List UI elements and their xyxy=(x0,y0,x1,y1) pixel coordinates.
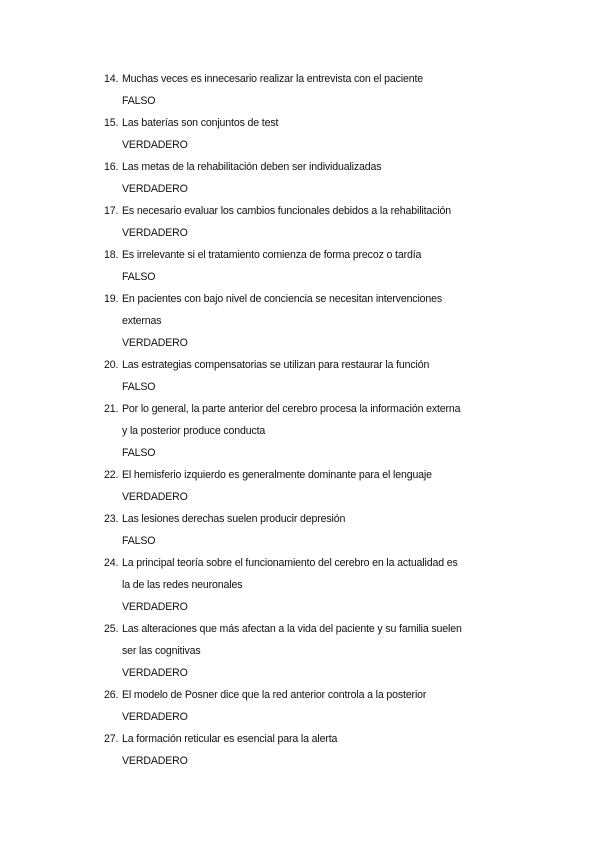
question-text: Las estrategias compensatorias se utilizan para restaurar la función xyxy=(122,359,430,371)
answer-text: VERDADERO xyxy=(122,337,188,349)
question-number: 23. xyxy=(104,513,119,525)
question-number: 21. xyxy=(104,403,119,415)
question-text: y la posterior produce conducta xyxy=(122,425,266,437)
question-item xyxy=(104,112,524,156)
question-text: ser las cognitivas xyxy=(122,645,201,657)
question-continuation-line xyxy=(104,310,524,332)
question-text: externas xyxy=(122,315,162,327)
answer-text: FALSO xyxy=(122,535,156,547)
question-number: 17. xyxy=(104,205,119,217)
question-number: 25. xyxy=(104,623,119,635)
question-item xyxy=(104,728,524,772)
question-list xyxy=(104,68,524,772)
question-continuation-line xyxy=(104,420,524,442)
question-number: 26. xyxy=(104,689,119,701)
question-line xyxy=(104,244,524,266)
question-line xyxy=(104,68,524,90)
question-item xyxy=(104,684,524,728)
question-line xyxy=(104,728,524,750)
question-item xyxy=(104,354,524,398)
question-number: 14. xyxy=(104,73,119,85)
question-indent xyxy=(104,310,122,332)
question-line xyxy=(104,200,524,222)
question-text: Es irrelevante si el tratamiento comienza de forma precoz o tardía xyxy=(122,249,422,261)
question-line xyxy=(104,552,524,574)
question-number: 24. xyxy=(104,557,119,569)
question-number: 19. xyxy=(104,293,119,305)
question-indent xyxy=(104,574,122,596)
question-line xyxy=(104,398,524,420)
question-text: Las alteraciones que más afectan a la vida del paciente y su familia suelen xyxy=(122,623,462,635)
answer-text: FALSO xyxy=(122,447,156,459)
answer-text: VERDADERO xyxy=(122,139,188,151)
answer-text: VERDADERO xyxy=(122,601,188,613)
question-number: 16. xyxy=(104,161,119,173)
question-text: la de las redes neuronales xyxy=(122,579,243,591)
answer-text: VERDADERO xyxy=(122,491,188,503)
question-indent xyxy=(104,640,122,662)
question-item xyxy=(104,244,524,288)
question-item xyxy=(104,156,524,200)
question-continuation-line xyxy=(104,640,524,662)
question-text: Las baterías son conjuntos de test xyxy=(122,117,279,129)
answer-text: FALSO xyxy=(122,271,156,283)
question-item xyxy=(104,464,524,508)
question-item xyxy=(104,288,524,354)
question-item xyxy=(104,398,524,464)
question-line xyxy=(104,464,524,486)
answer-text: VERDADERO xyxy=(122,667,188,679)
question-text: Las lesiones derechas suelen producir depresión xyxy=(122,513,346,525)
question-text: Por lo general, la parte anterior del cerebro procesa la información externa xyxy=(122,403,461,415)
question-number: 18. xyxy=(104,249,119,261)
question-continuation-line xyxy=(104,574,524,596)
question-line xyxy=(104,288,524,310)
answer-text: VERDADERO xyxy=(122,227,188,239)
question-text: La principal teoría sobre el funcionamiento del cerebro en la actualidad es xyxy=(122,557,458,569)
question-indent xyxy=(104,420,122,442)
question-text: La formación reticular es esencial para la alerta xyxy=(122,733,338,745)
question-line xyxy=(104,684,524,706)
answer-text: VERDADERO xyxy=(122,711,188,723)
question-number: 22. xyxy=(104,469,119,481)
question-item xyxy=(104,552,524,618)
question-text: El modelo de Posner dice que la red anterior controla a la posterior xyxy=(122,689,427,701)
question-item xyxy=(104,508,524,552)
question-number: 15. xyxy=(104,117,119,129)
question-number: 20. xyxy=(104,359,119,371)
answer-text: VERDADERO xyxy=(122,183,188,195)
question-text: Muchas veces es innecesario realizar la entrevista con el paciente xyxy=(122,73,424,85)
question-line xyxy=(104,156,524,178)
question-number: 27. xyxy=(104,733,119,745)
answer-text: VERDADERO xyxy=(122,755,188,767)
question-text: Es necesario evaluar los cambios funcionales debidos a la rehabilitación xyxy=(122,205,451,217)
question-text: Las metas de la rehabilitación deben ser individualizadas xyxy=(122,161,382,173)
question-text: El hemisferio izquierdo es generalmente dominante para el lenguaje xyxy=(122,469,432,481)
question-line xyxy=(104,508,524,530)
question-item xyxy=(104,618,524,684)
question-line xyxy=(104,618,524,640)
question-line xyxy=(104,112,524,134)
question-item xyxy=(104,200,524,244)
answer-text: FALSO xyxy=(122,381,156,393)
question-line xyxy=(104,354,524,376)
question-text: En pacientes con bajo nivel de conciencia se necesitan intervenciones xyxy=(122,293,443,305)
answer-text: FALSO xyxy=(122,95,156,107)
question-item xyxy=(104,68,524,112)
